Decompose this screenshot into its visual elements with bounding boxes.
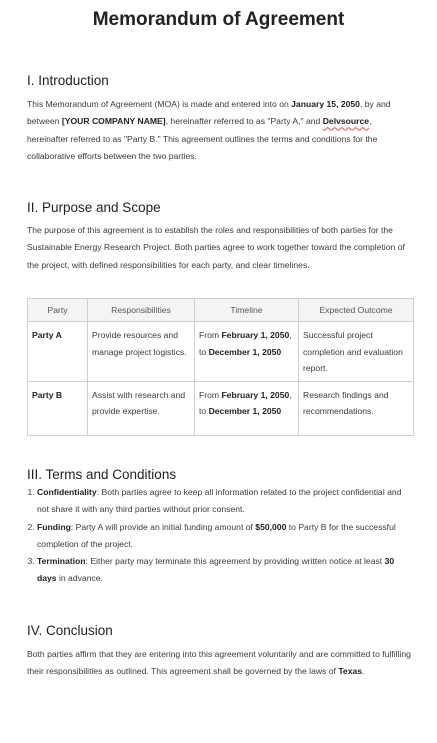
responsibilities-cell: Assist with research and provide expertise.	[88, 381, 195, 435]
header-expected-outcome: Expected Outcome	[299, 299, 414, 322]
company-name-placeholder: [YOUR COMPANY NAME]	[61, 116, 166, 127]
timeline-from: From	[199, 330, 222, 340]
term-label: Termination	[37, 556, 86, 567]
purpose-paragraph: The purpose of this agreement is to establish the roles and responsibilities of both parties for the Sustainable Energy Research Project. Both parties agree to work together toward the completion of the project, with defined responsibilities for each party, and clear timelines.	[27, 225, 405, 270]
term-text: in advance.	[56, 573, 103, 584]
term-text: : Either party may terminate this agreement by providing written notice at least	[85, 556, 385, 567]
timeline-to: , to	[199, 389, 292, 417]
terms-heading: III. Terms and Conditions	[27, 467, 177, 482]
conclusion-end: .	[362, 666, 365, 677]
party-cell: Party A	[28, 322, 88, 382]
purpose-heading: II. Purpose and Scope	[27, 200, 161, 215]
list-item	[37, 484, 412, 519]
header-responsibilities: Responsibilities	[88, 299, 195, 322]
term-label: Confidentiality	[37, 487, 97, 497]
responsibilities-cell: Provide resources and manage project logistics.	[88, 322, 195, 382]
agreement-date: January 15, 2050	[291, 99, 360, 109]
list-item	[37, 553, 412, 588]
conclusion-heading: IV. Conclusion	[27, 623, 113, 638]
outcome-cell: Successful project completion and evaluation report.	[299, 322, 414, 382]
funding-amount: $50,000	[255, 521, 287, 532]
governing-state: Texas	[338, 666, 363, 677]
timeline-cell	[195, 322, 299, 382]
party-cell: Party B	[28, 381, 88, 435]
table-row	[28, 322, 414, 382]
intro-text-4: , hereinafter referred to as "Party B." This agreement outlines the terms and conditions for the collaborative efforts between the two parties.	[27, 116, 378, 161]
timeline-from: From	[199, 389, 222, 400]
table-header-row	[28, 299, 414, 322]
timeline-cell	[195, 381, 299, 435]
intro-text-3: , hereinafter referred to as "Party A," and	[165, 116, 323, 127]
notice-period: 30 days	[37, 556, 395, 584]
outcome-cell: Research findings and recommendations.	[299, 381, 414, 435]
timeline-start: February 1, 2050	[221, 330, 290, 340]
term-text: to Party B for the successful completion of the project.	[37, 521, 396, 549]
list-item	[37, 519, 412, 554]
header-timeline: Timeline	[195, 299, 299, 322]
intro-text-2: , by and between	[27, 99, 391, 127]
conclusion-paragraph	[27, 646, 412, 681]
timeline-to: , to	[199, 330, 292, 357]
introduction-paragraph	[27, 96, 412, 165]
intro-text-1: This Memorandum of Agreement (MOA) is made and entered into on	[27, 99, 292, 109]
header-party: Party	[28, 299, 88, 322]
term-text: : Party A will provide an initial funding amount of	[70, 521, 256, 532]
document-title: Memorandum of Agreement	[92, 9, 345, 30]
terms-list	[27, 484, 412, 588]
responsibilities-table	[27, 298, 414, 436]
introduction-heading: I. Introduction	[27, 73, 109, 88]
term-label: Funding	[37, 521, 71, 532]
timeline-start: February 1, 2050	[221, 389, 290, 400]
conclusion-text: Both parties affirm that they are entering into this agreement voluntarily and are committed to fulfilling their responsibilities as outlined. This agreement shall be governed by the laws of	[27, 649, 411, 677]
term-text: : Both parties agree to keep all information related to the project confidential and not share it with any third parties without prior consent.	[37, 487, 402, 515]
timeline-end: December 1, 2050	[208, 346, 282, 357]
table-row	[28, 381, 414, 435]
timeline-end: December 1, 2050	[208, 406, 282, 417]
party-b-name: Delvsource	[322, 116, 370, 127]
